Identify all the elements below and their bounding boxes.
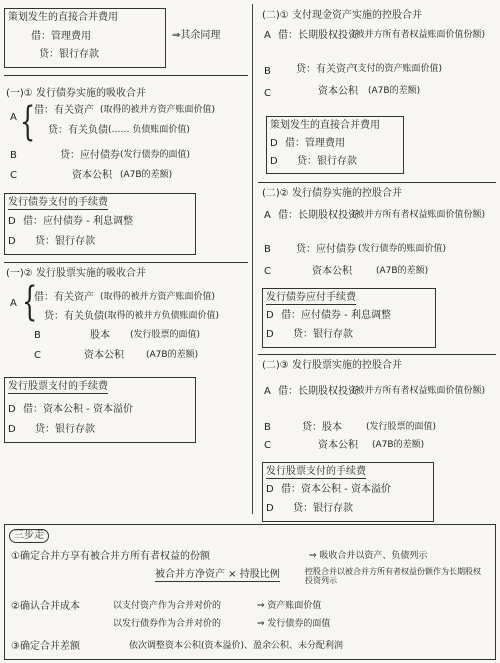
entry-B-label: B [264,422,271,433]
entry-A-label: A [264,210,271,221]
debit-line: 借：应付债券 - 利息调整 [281,310,391,321]
entry-C-label: C [264,88,271,99]
step-3: ③确定合并差额 [11,641,80,652]
entry-A2: 贷：有关负债 [44,311,104,322]
entry-C-note: (A7B的差额) [368,86,421,96]
credit-line: 贷：银行存款 [35,236,95,247]
column-divider [252,4,253,514]
entry-B-note: (发行债券的账面价值) [358,244,447,254]
brace-icon: { [20,99,36,145]
entry-C-note: (A7B的差额) [372,440,425,450]
entry-B: 贷：有关资产 [296,64,356,75]
entry-D-label: D [266,484,274,495]
entry-B-label: B [34,330,41,341]
entry-A1-label: A [10,298,17,309]
entry-D2-label: D [266,329,274,340]
entry-C: 资本公积 [318,440,358,451]
step-2: ②确认合并成本 [11,601,80,612]
divider-line [4,75,248,76]
entry-B-note: (发行股票的面值) [130,330,201,340]
section-heading: (二)③ 发行股票实施的控股合并 [262,360,402,371]
step-1-result-1: ⇒ 吸收合并以资产、负债列示 [309,551,428,561]
credit-line: 贷：银行存款 [39,49,99,60]
entry-A-label: A [264,386,271,397]
section-heading: (二)② 发行债券实施的控股合并 [262,188,402,199]
debit-line: 借：资本公积 - 资本溢价 [281,484,391,495]
box-title: 发行债券应付手续费 [266,292,356,303]
step-1-formula: 被合并方净资产 × 持股比例 [155,569,280,580]
box-title: 发行股票支付的手续费 [8,381,108,392]
entry-A2-note: (…… 负债账面价值) [108,125,190,135]
entry-A-note: (被并方所有者权益账面价值份额) [352,386,486,396]
box-direct-merge-cost-left [4,8,166,68]
entry-B: 贷：应付债券 [60,150,120,161]
debit-line: 借：资本公积 - 资本溢价 [23,404,133,415]
entry-C-note: (A7B的差额) [120,170,173,180]
entry-B-note: (发行债券的面值) [120,150,191,160]
entry-A2-note: (取得的被并方负债账面价值) [104,311,220,321]
entry-C: 资本公积 [318,86,358,97]
step-3-result: 依次调整资本公积(资本溢价)、盈余公积、未分配利润 [129,641,344,651]
box-stock-fee-left [4,377,196,443]
brace-icon: { [22,279,38,325]
step-2-b-result: ⇒ 发行债券的面值 [257,619,331,629]
entry-A1: 借：有关资产 [34,292,94,303]
entry-D2-label: D [266,503,274,514]
entry-D-label: D [266,310,274,321]
step-2-a: 以支付资产作为合并对价的 [113,601,222,611]
entry-C-label: C [264,440,271,451]
entry-D-label: D [8,216,16,227]
step-1: ①确定合并方享有被合并方所有者权益的份额 [11,551,210,562]
entry-D2-label: D [8,236,16,247]
summary-tag: 三步走 [9,529,49,543]
entry-B: 股本 [90,330,110,341]
entry-B-label: B [264,66,271,77]
entry-C-label: C [34,350,41,361]
entry-D2-label: D [8,424,16,435]
entry-A1-label: A [10,112,17,123]
divider-line [258,354,496,355]
step-1-result-2: 控股合并以被合并方所有者权益份额作为长期股权投资列示 [305,567,481,586]
step-2-a-result: ⇒ 资产账面价值 [257,601,322,611]
entry-A: 借：长期股权投资 [278,30,358,41]
step-2-b: 以发行债券作为合并对价的 [113,619,222,629]
debit-line: 借：管理费用 [31,31,91,42]
entry-A: 借：长期股权投资 [278,386,358,397]
note-same-logic: ⇒其余同理 [172,30,221,41]
credit-line: 贷：银行存款 [35,424,95,435]
entry-C: 资本公积 [84,350,124,361]
entry-C-label: C [264,266,271,277]
entry-A: 借：长期股权投资 [278,210,358,221]
entry-B: 贷：应付债券 [296,244,356,255]
entry-B-label: B [10,150,17,161]
credit-line: 贷：银行存款 [293,503,353,514]
entry-C: 资本公积 [312,266,352,277]
box-direct-merge-cost-right [266,116,404,174]
entry-D-label: D [8,404,16,415]
box-title: 策划发生的直接合并费用 [8,12,118,23]
box-stock-fee-right [262,462,434,522]
box-title: 发行债券支付的手续费 [8,197,108,208]
box-bond-fee-right [262,288,436,348]
entry-B-note: (发行股票的面值) [366,422,437,432]
entry-A1-note: (取得的被并方资产账面价值) [100,105,216,115]
credit-line: 贷：银行存款 [293,329,353,340]
entry-C-note: (A7B的差额) [146,350,199,360]
entry-A-label: A [264,30,271,41]
entry-C-note: (A7B的差额) [376,266,429,276]
debit-line: 借：管理费用 [285,138,345,149]
entry-B: 贷：股本 [302,422,342,433]
entry-A2: 贷：有关负债 [48,125,108,136]
box-title: 策划发生的直接合并费用 [270,120,380,131]
entry-D-label: D [270,138,278,149]
divider-line [258,182,496,183]
section-heading: (一)② 发行股票实施的吸收合并 [6,268,146,279]
entry-A1-note: (取得的被并方资产账面价值) [100,292,216,302]
divider-line [4,262,248,263]
entry-C-label: C [10,170,17,181]
entry-A-note: (被并方所有者权益账面价值份额) [352,30,486,40]
summary-box [4,524,496,660]
entry-A1: 借：有关资产 [34,105,94,116]
box-bond-fee-left [4,193,196,255]
entry-B-label: B [264,244,271,255]
section-heading: (一)① 发行债券实施的吸收合并 [6,88,146,99]
entry-C: 资本公积 [72,170,112,181]
entry-A-note: (被并方所有者权益账面价值份额) [352,210,486,220]
credit-line: 贷：银行存款 [297,156,357,167]
box-title: 发行股票支付的手续费 [266,466,366,477]
entry-D2-label: D [270,156,278,167]
section-heading: (二)① 支付现金资产实施的控股合并 [262,10,422,21]
debit-line: 借：应付债券 - 利息调整 [23,216,133,227]
entry-B-note: (支付的资产账面价值) [354,64,443,74]
